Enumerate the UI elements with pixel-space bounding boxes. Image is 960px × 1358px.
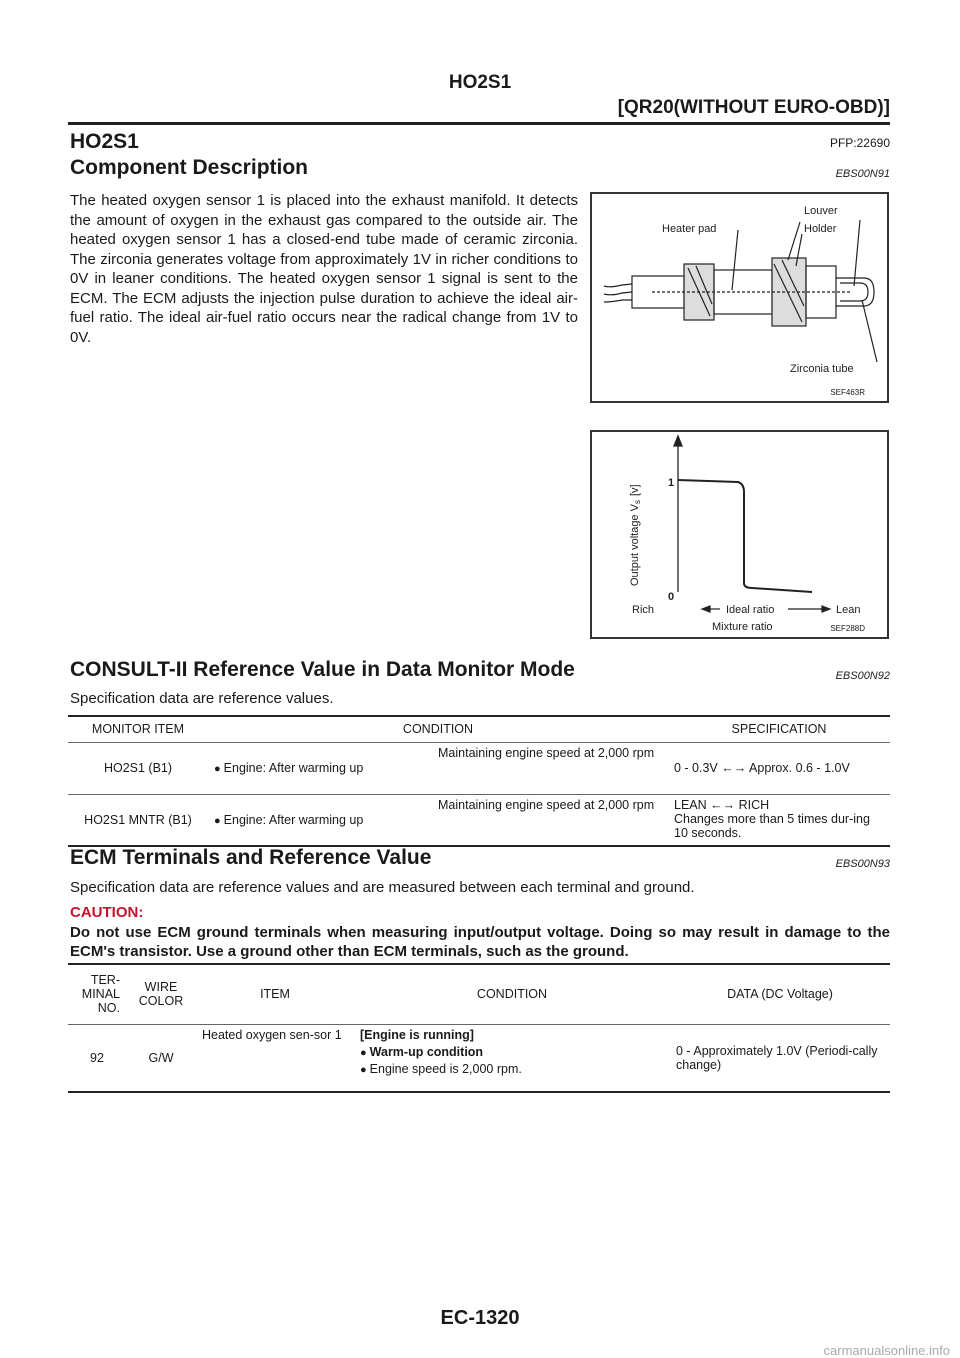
header-divider xyxy=(68,122,890,125)
ecm-note: Specification data are reference values and are measured between each terminal and ground. xyxy=(70,879,695,896)
table-row xyxy=(68,1024,890,1092)
y-axis-label: Output voltage V xyxy=(629,504,641,586)
header-condition: CONDITION xyxy=(402,722,474,736)
x-label-rich: Rich xyxy=(632,604,655,616)
ecm-terminal-table xyxy=(68,963,890,1093)
bullet-icon: ● xyxy=(360,1046,367,1059)
bullet-icon: ● xyxy=(360,1063,367,1076)
tick-1: 1 xyxy=(668,477,675,489)
x-label-lean: Lean xyxy=(836,604,861,616)
header-terminal-no: TER-MINAL NO. xyxy=(81,973,120,1016)
cell-condition xyxy=(208,742,432,794)
header-data: DATA (DC Voltage) xyxy=(727,987,833,1002)
ecm-code: EBS00N93 xyxy=(835,858,890,870)
table-row xyxy=(68,794,890,846)
cell-spec xyxy=(668,794,890,846)
section-title: HO2S1 xyxy=(70,130,139,153)
caution-text: Do not use ECM ground terminals when measuring input/output voltage. Doing so may result in damage to the ECM's transistor. Use a ground other than ECM terminals, such as the ground. xyxy=(70,924,890,960)
label-holder: Holder xyxy=(804,223,837,235)
condition-item xyxy=(360,1062,664,1076)
header-condition: CONDITION xyxy=(476,987,548,1002)
figure-code: SEF288D xyxy=(830,624,865,633)
table-header-row xyxy=(68,964,890,1024)
consult-table xyxy=(68,715,890,847)
header-item: ITEM xyxy=(260,987,290,1002)
cell-item: HO2S1 (B1) xyxy=(103,761,173,775)
y-axis-label-unit: [v] xyxy=(629,484,641,497)
cell-condition-text: Engine: After warming up xyxy=(223,761,364,775)
cell-spec-line2: Changes more than 5 times dur-ing 10 seconds. xyxy=(674,811,870,840)
sensor-drawing xyxy=(592,194,887,401)
cell-wire-color: G/W xyxy=(148,1050,174,1065)
component-description-heading: Component Description xyxy=(70,156,309,179)
condition-heading: [Engine is running] xyxy=(360,1027,474,1042)
cell-data: 0 - Approximately 1.0V (Periodi-cally change) xyxy=(676,1043,878,1072)
sensor-diagram xyxy=(590,192,889,403)
table-header-row xyxy=(68,716,890,742)
condition-item-text: Engine speed is 2,000 rpm. xyxy=(369,1061,522,1076)
y-axis-label-sub: s xyxy=(633,500,642,505)
component-description-code: EBS00N91 xyxy=(835,168,890,180)
cell-item: HO2S1 MNTR (B1) xyxy=(84,812,192,827)
header-specification: SPECIFICATION xyxy=(731,722,827,736)
voltage-curve-chart xyxy=(592,432,887,637)
output-voltage-graph xyxy=(590,430,889,639)
bullet-icon: ● xyxy=(214,763,221,775)
condition-item xyxy=(360,1045,664,1059)
page-number: EC-1320 xyxy=(440,1307,520,1329)
part-number: PFP:22690 xyxy=(829,136,890,150)
cell-condition-text: Engine: After warming up xyxy=(223,812,364,827)
cell-spec: 0 - 0.3V ←→ Approx. 0.6 - 1.0V xyxy=(674,761,850,775)
tick-0: 0 xyxy=(668,591,675,603)
page-header-subtitle: [QR20(WITHOUT EURO-OBD)] xyxy=(617,97,890,118)
cell-item: Heated oxygen sen-sor 1 xyxy=(202,1027,342,1042)
page-header-title: HO2S1 xyxy=(448,72,512,93)
cell-spec-line1: LEAN ←→ RICH xyxy=(674,797,770,812)
component-description-text: The heated oxygen sensor 1 is placed into the exhaust manifold. It detects the amount of oxygen in the exhaust gas compared to the outside air. The heated oxygen sensor 1 has a closed-end tube made of ceramic zirconia. The zirconia generates voltage from approximately 1V in richer conditions to 0V in leaner conditions. The heated oxygen sensor 1 signal is sent to the ECM. The ECM adjusts the injection pulse duration to achieve the ideal air-fuel ratio. The ideal air-fuel ratio occurs near the radical change from 1V to 0V. xyxy=(70,192,578,346)
cell-terminal: 92 xyxy=(90,1050,104,1065)
header-monitor-item: MONITOR ITEM xyxy=(91,722,185,736)
label-heater-pad: Heater pad xyxy=(662,223,717,235)
consult-code: EBS00N92 xyxy=(835,670,890,682)
x-axis-label: Mixture ratio xyxy=(712,621,773,633)
x-label-ideal-ratio: Ideal ratio xyxy=(726,604,775,616)
cell-condition-detail: Maintaining engine speed at 2,000 rpm xyxy=(438,797,655,812)
watermark: carmanualsonline.info xyxy=(823,1343,950,1358)
figure-code: SEF463R xyxy=(830,388,865,397)
bullet-icon: ● xyxy=(214,814,221,827)
consult-note: Specification data are reference values. xyxy=(70,690,334,707)
svg-text:Output voltage Vs[v] xyxy=(629,484,642,586)
cell-condition xyxy=(354,1024,670,1092)
cell-condition-detail: Maintaining engine speed at 2,000 rpm xyxy=(438,745,655,760)
condition-item-text: Warm-up condition xyxy=(369,1044,484,1059)
header-wire-color: WIRE COLOR xyxy=(138,980,184,1009)
label-louver: Louver xyxy=(804,205,838,217)
caution-label: CAUTION: xyxy=(70,904,144,921)
cell-condition xyxy=(208,794,432,846)
ecm-heading: ECM Terminals and Reference Value xyxy=(70,846,432,869)
table-row xyxy=(68,742,890,794)
consult-heading: CONSULT-II Reference Value in Data Monitor Mode xyxy=(70,658,575,681)
label-zirconia-tube: Zirconia tube xyxy=(790,363,854,375)
